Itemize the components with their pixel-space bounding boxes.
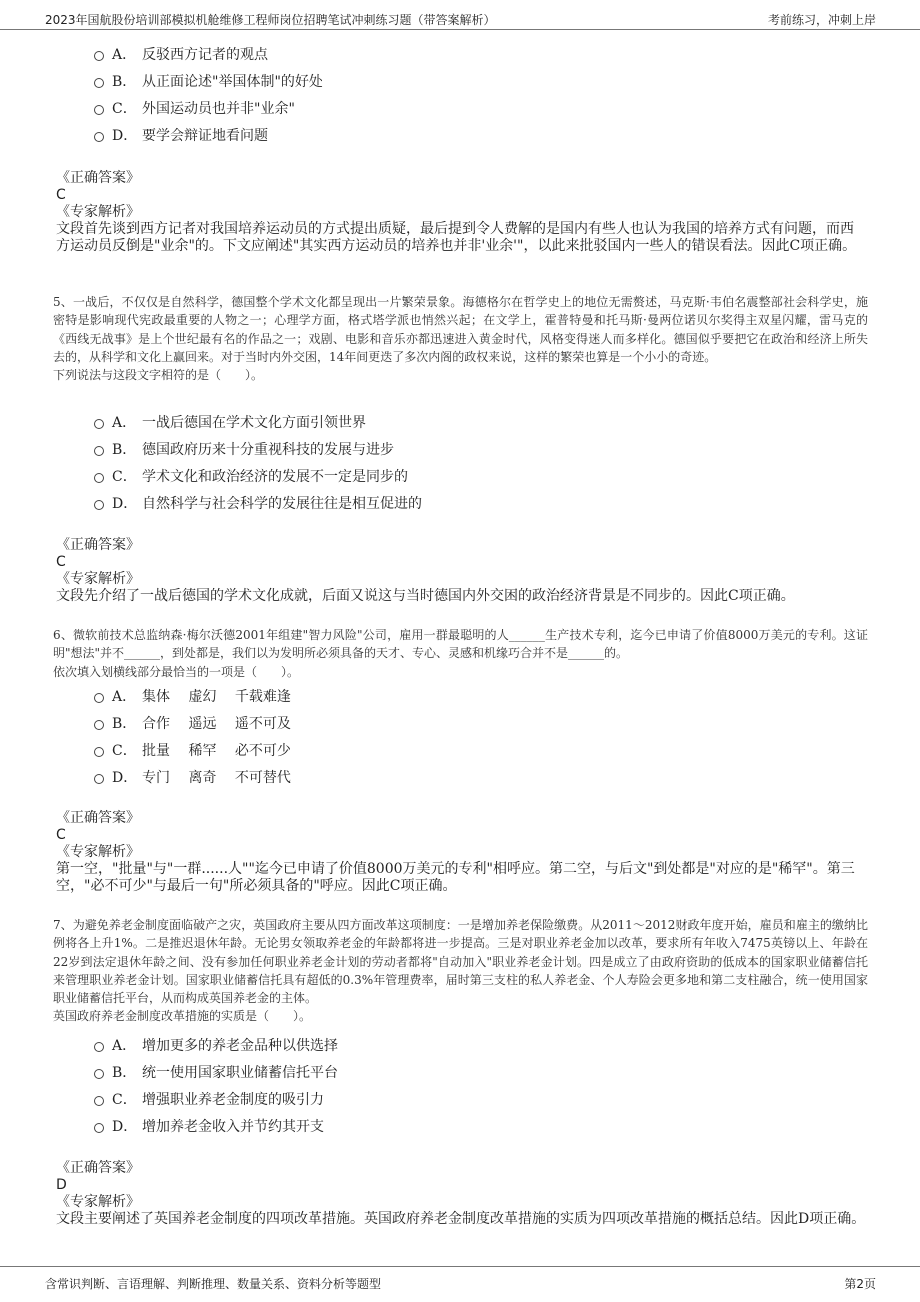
radio-icon[interactable] bbox=[94, 720, 104, 730]
radio-icon[interactable] bbox=[94, 1042, 104, 1052]
radio-icon[interactable] bbox=[94, 419, 104, 429]
q5-options bbox=[94, 408, 422, 516]
q6-option-c[interactable]: C． 批量 稀罕 必不可少 bbox=[94, 736, 291, 763]
q5-option-d[interactable]: D． 自然科学与社会科学的发展往往是相互促进的 bbox=[94, 489, 422, 516]
radio-icon[interactable] bbox=[94, 1069, 104, 1079]
answer-label: 《正确答案》 bbox=[56, 810, 140, 826]
q6-option-a[interactable]: A． 集体 虚幻 千载难逢 bbox=[94, 682, 291, 709]
analysis-text: 第一空，"批量"与"一群......人""迄今已申请了价值8000万美元的专利"相呼应。第二空，与后文"到处都是"对应的是"稀罕"。第三空，"必不可少"与最后一句"所必须具备的"呼应。因此C项正确。 bbox=[56, 861, 855, 894]
radio-icon[interactable] bbox=[94, 1096, 104, 1106]
question-stem: 6、微软前技术总监纳森·梅尔沃德2001年组建"智力风险"公司，雇用一群最聪明的人______生产技术专利，迄今已申请了价值8000万美元的专利。这证明"想法"并不______，到处都是，我们以为发明所必须具备的天才、专心、灵感和机缘巧合并不是______的。 bbox=[53, 628, 868, 661]
q5-option-b[interactable]: B． 德国政府历来十分重视科技的发展与进步 bbox=[94, 435, 422, 462]
q6-option-b[interactable]: B． 合作 遥远 遥不可及 bbox=[94, 709, 291, 736]
q7-question bbox=[53, 916, 868, 1026]
radio-icon[interactable] bbox=[94, 78, 104, 88]
analysis-label: 《专家解析》 bbox=[56, 844, 140, 860]
question-prompt: 英国政府养老金制度改革措施的实质是（ ）。 bbox=[53, 1009, 312, 1024]
question-stem: 7、为避免养老金制度面临破产之灾，英国政府主要从四方面改革这项制度：一是增加养老保险缴费。从2011～2012财政年度开始，雇员和雇主的缴纳比例将各上升1%。二是推迟退休年龄。无论男女领取养老金的年龄都将进一步提高。三是对职业养老金加以改革，要求所有年收入7475英镑以上、年龄在22岁到法定退休年龄之间、没有参加任何职业养老金计划的劳动者都将"自动加入"职业养老金计划。四是成立了由政府资助的低成本的国家职业储蓄信托来管理职业养老金计划。国家职业储蓄信托具有超低的0.3%年管理费率，届时第三支柱的私人养老金、个人寿险会更多地和第二支柱融合，统一使用国家职业储蓄信托平台，从而构成英国养老金的主体。 bbox=[53, 918, 868, 1006]
q6-options bbox=[94, 682, 291, 790]
answer-value: C bbox=[56, 827, 66, 843]
page-header bbox=[0, 0, 920, 30]
analysis-label: 《专家解析》 bbox=[56, 571, 140, 587]
q7-option-b[interactable]: B． 统一使用国家职业储蓄信托平台 bbox=[94, 1058, 338, 1085]
radio-icon[interactable] bbox=[94, 105, 104, 115]
q7-option-a[interactable]: A． 增加更多的养老金品种以供选择 bbox=[94, 1031, 338, 1058]
answer-label: 《正确答案》 bbox=[56, 170, 140, 186]
radio-icon[interactable] bbox=[94, 500, 104, 510]
q7-option-d[interactable]: D． 增加养老金收入并节约其开支 bbox=[94, 1112, 338, 1139]
page-number: 第2页 bbox=[844, 1277, 876, 1291]
q7-answer-block bbox=[56, 1160, 866, 1228]
radio-icon[interactable] bbox=[94, 51, 104, 61]
q6-option-d[interactable]: D． 专门 离奇 不可替代 bbox=[94, 763, 291, 790]
radio-icon[interactable] bbox=[94, 132, 104, 142]
page-footer bbox=[0, 1266, 920, 1302]
answer-value: D bbox=[56, 1177, 67, 1193]
answer-label: 《正确答案》 bbox=[56, 1160, 140, 1176]
answer-label: 《正确答案》 bbox=[56, 537, 140, 553]
q6-question bbox=[53, 626, 868, 681]
analysis-label: 《专家解析》 bbox=[56, 1194, 140, 1210]
q7-options bbox=[94, 1031, 338, 1139]
q4-option-c[interactable]: C． 外国运动员也并非"业余" bbox=[94, 94, 323, 121]
q5-question bbox=[53, 293, 868, 384]
analysis-text: 文段先介绍了一战后德国的学术文化成就，后面又说这与当时德国内外交困的政治经济背景是不同步的。因此C项正确。 bbox=[56, 588, 795, 604]
analysis-text: 文段首先谈到西方记者对我国培养运动员的方式提出质疑，最后提到令人费解的是国内有些人也认为我国的培养方式有问题，而西方运动员反倒是"业余"的。下文应阐述"其实西方运动员的培养也并非'业余'"，以此来批驳国内一些人的错误看法。因此C项正确。 bbox=[56, 221, 857, 254]
radio-icon[interactable] bbox=[94, 473, 104, 483]
radio-icon[interactable] bbox=[94, 446, 104, 456]
analysis-text: 文段主要阐述了英国养老金制度的四项改革措施。英国政府养老金制度改革措施的实质为四项改革措施的概括总结。因此D项正确。 bbox=[56, 1211, 866, 1227]
footer-subjects: 含常识判断、言语理解、判断推理、数量关系、资料分析等题型 bbox=[45, 1277, 382, 1291]
q5-answer-block bbox=[56, 537, 866, 605]
q7-option-c[interactable]: C． 增强职业养老金制度的吸引力 bbox=[94, 1085, 338, 1112]
radio-icon[interactable] bbox=[94, 747, 104, 757]
radio-icon[interactable] bbox=[94, 1123, 104, 1133]
answer-value: C bbox=[56, 554, 66, 570]
question-prompt: 依次填入划横线部分最恰当的一项是（ ）。 bbox=[53, 664, 300, 679]
radio-icon[interactable] bbox=[94, 693, 104, 703]
q4-option-b[interactable]: B． 从正面论述"举国体制"的好处 bbox=[94, 67, 323, 94]
q4-option-a[interactable]: A． 反驳西方记者的观点 bbox=[94, 40, 323, 67]
radio-icon[interactable] bbox=[94, 774, 104, 784]
q5-option-a[interactable]: A． 一战后德国在学术文化方面引领世界 bbox=[94, 408, 422, 435]
analysis-label: 《专家解析》 bbox=[56, 204, 140, 220]
question-prompt: 下列说法与这段文字相符的是（ ）。 bbox=[53, 368, 264, 383]
header-slogan: 考前练习，冲刺上岸 bbox=[767, 13, 876, 27]
q5-option-c[interactable]: C． 学术文化和政治经济的发展不一定是同步的 bbox=[94, 462, 422, 489]
q6-answer-block bbox=[56, 810, 866, 895]
question-stem: 5、一战后，不仅仅是自然科学，德国整个学术文化都呈现出一片繁荣景象。海德格尔在哲学史上的地位无需赘述，马克斯·韦伯名震整部社会科学史，施密特是影响现代宪政最重要的人物之一；心理学方面，格式塔学派也悄然兴起；在文学上，霍普特曼和托马斯·曼两位诺贝尔奖得主双星闪耀，雷马克的《西线无战事》是上个世纪最有名的作品之一；戏剧、电影和音乐亦都迅速进入黄金时代，风格变得迷人而多样化。德国似乎要把它在政治和经济上所失去的，从科学和文化上赢回来。对于当时内外交困，14年间更迭了多次内阁的政权来说，这样的繁荣也算是一个小小的奇迹。 bbox=[53, 295, 868, 364]
q4-answer-block bbox=[56, 170, 866, 255]
q4-options bbox=[94, 40, 323, 148]
answer-value: C bbox=[56, 187, 66, 203]
q4-option-d[interactable]: D． 要学会辩证地看问题 bbox=[94, 121, 323, 148]
document-title: 2023年国航股份培训部模拟机舱维修工程师岗位招聘笔试冲刺练习题（带答案解析） bbox=[45, 13, 496, 27]
